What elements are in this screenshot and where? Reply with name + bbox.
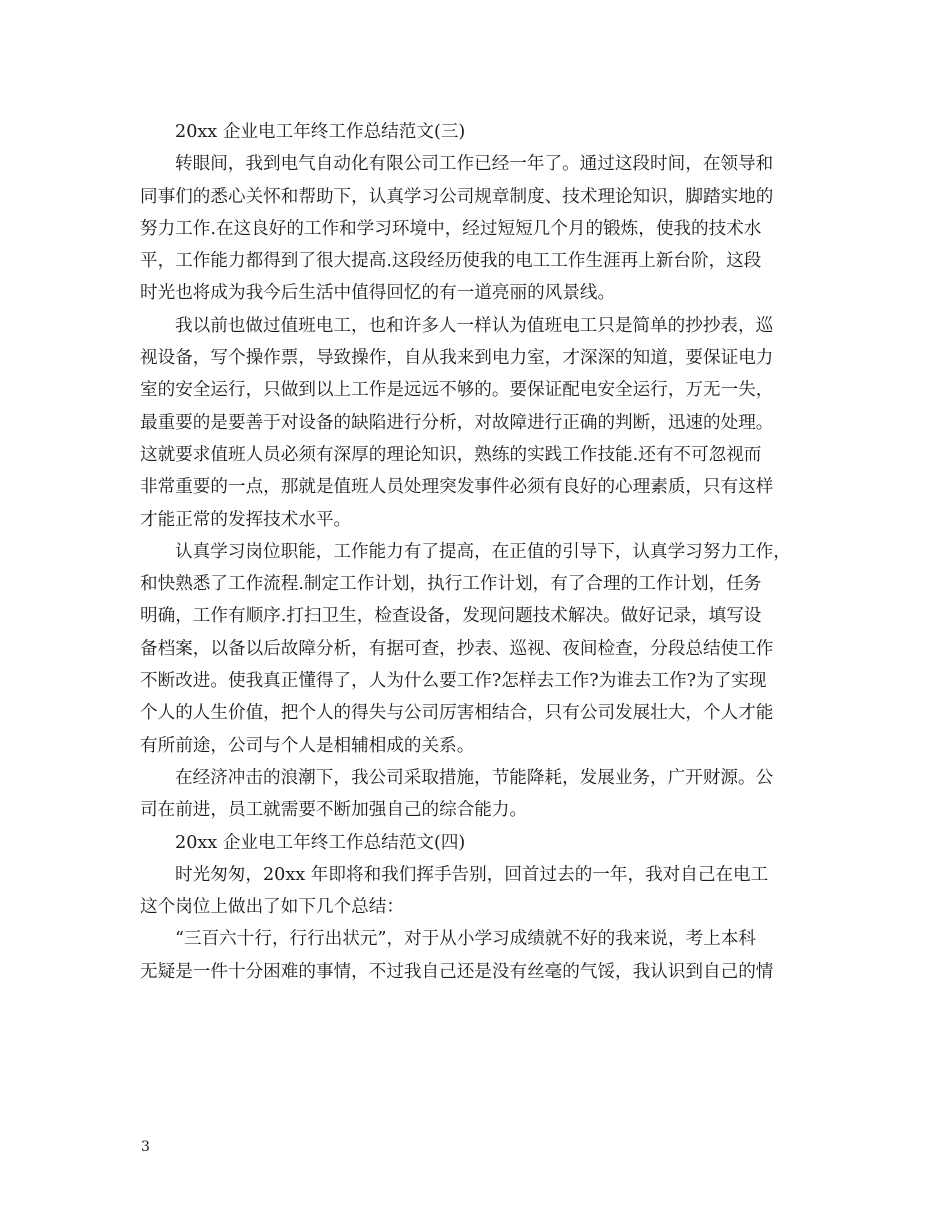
paragraph-line: 这就要求值班人员必须有深厚的理论知识，熟练的实践工作技能.还有不可忽视而 — [140, 444, 762, 465]
paragraph-line: 不断改进。使我真正懂得了，人为什么要工作?怎样去工作?为谁去工作?为了实现 — [140, 671, 767, 692]
paragraph-line: 非常重要的一点，那就是值班人员处理突发事件必须有良好的心理素质，只有这样 — [140, 477, 774, 498]
paragraph-line: 明确，工作有顺序.打扫卫生，检查设备，发现问题技术解决。做好记录，填写设 — [140, 606, 762, 627]
paragraph-line: 和快熟悉了工作流程.制定工作计划，执行工作计划，有了合理的工作计划，任务 — [140, 574, 762, 595]
section-heading-3: 20xx 企业电工年终工作总结范文(三) — [175, 122, 466, 142]
page-number: 3 — [141, 1139, 150, 1155]
document-body — [140, 116, 820, 988]
paragraph-line: 视设备，写个操作票，导致操作，自从我来到电力室，才深深的知道，要保证电力 — [140, 348, 774, 369]
paragraph-line: 努力工作.在这良好的工作和学习环境中，经过短短几个月的锻炼，使我的技术水 — [140, 218, 762, 239]
paragraph-line: 认真学习岗位职能，工作能力有了提高，在正值的引导下，认真学习努力工作， — [175, 541, 791, 562]
paragraph-line: 无疑是一件十分困难的事情，不过我自己还是没有丝毫的气馁，我认识到自己的情 — [140, 961, 774, 982]
paragraph-line: 有所前途，公司与个人是相辅相成的关系。 — [140, 735, 475, 756]
paragraph-line: 最重要的是要善于对设备的缺陷进行分析，对故障进行正确的判断，迅速的处理。 — [140, 412, 774, 433]
paragraph-line: 司在前进，员工就需要不断加强自己的综合能力。 — [140, 800, 528, 821]
paragraph-line: 时光匆匆，20xx 年即将和我们挥手告别，回首过去的一年，我对自己在电工 — [175, 864, 769, 885]
paragraph-line: 转眼间，我到电气自动化有限公司工作已经一年了。通过这段时间，在领导和 — [175, 154, 774, 175]
paragraph-line: 在经济冲击的浪潮下，我公司采取措施，节能降耗，发展业务，广开财源。公 — [175, 767, 774, 788]
paragraph-line: “三百六十行，行行出状元”，对于从小学习成绩就不好的我来说，考上本科 — [175, 929, 756, 950]
paragraph-line: 时光也将成为我今后生活中值得回忆的有一道亮丽的风景线。 — [140, 283, 616, 304]
paragraph-line: 平，工作能力都得到了很大提高.这段经历使我的电工工作生涯再上新台阶，这段 — [140, 251, 762, 272]
paragraph-line: 我以前也做过值班电工，也和许多人一样认为值班电工只是简单的抄抄表，巡 — [175, 315, 774, 336]
paragraph-line: 室的安全运行，只做到以上工作是远远不够的。要保证配电安全运行，万无一失， — [140, 380, 774, 401]
paragraph-line: 同事们的悉心关怀和帮助下，认真学习公司规章制度、技术理论知识，脚踏实地的 — [140, 186, 774, 207]
paragraph-line: 这个岗位上做出了如下几个总结： — [140, 897, 404, 918]
paragraph-line: 个人的人生价值，把个人的得失与公司厉害相结合，只有公司发展壮大，个人才能 — [140, 703, 774, 724]
section-heading-4: 20xx 企业电工年终工作总结范文(四) — [175, 832, 466, 853]
paragraph-line: 才能正常的发挥技术水平。 — [140, 509, 352, 530]
paragraph-line: 备档案，以备以后故障分析，有据可查，抄表、巡视、夜间检查，分段总结使工作 — [140, 638, 774, 659]
